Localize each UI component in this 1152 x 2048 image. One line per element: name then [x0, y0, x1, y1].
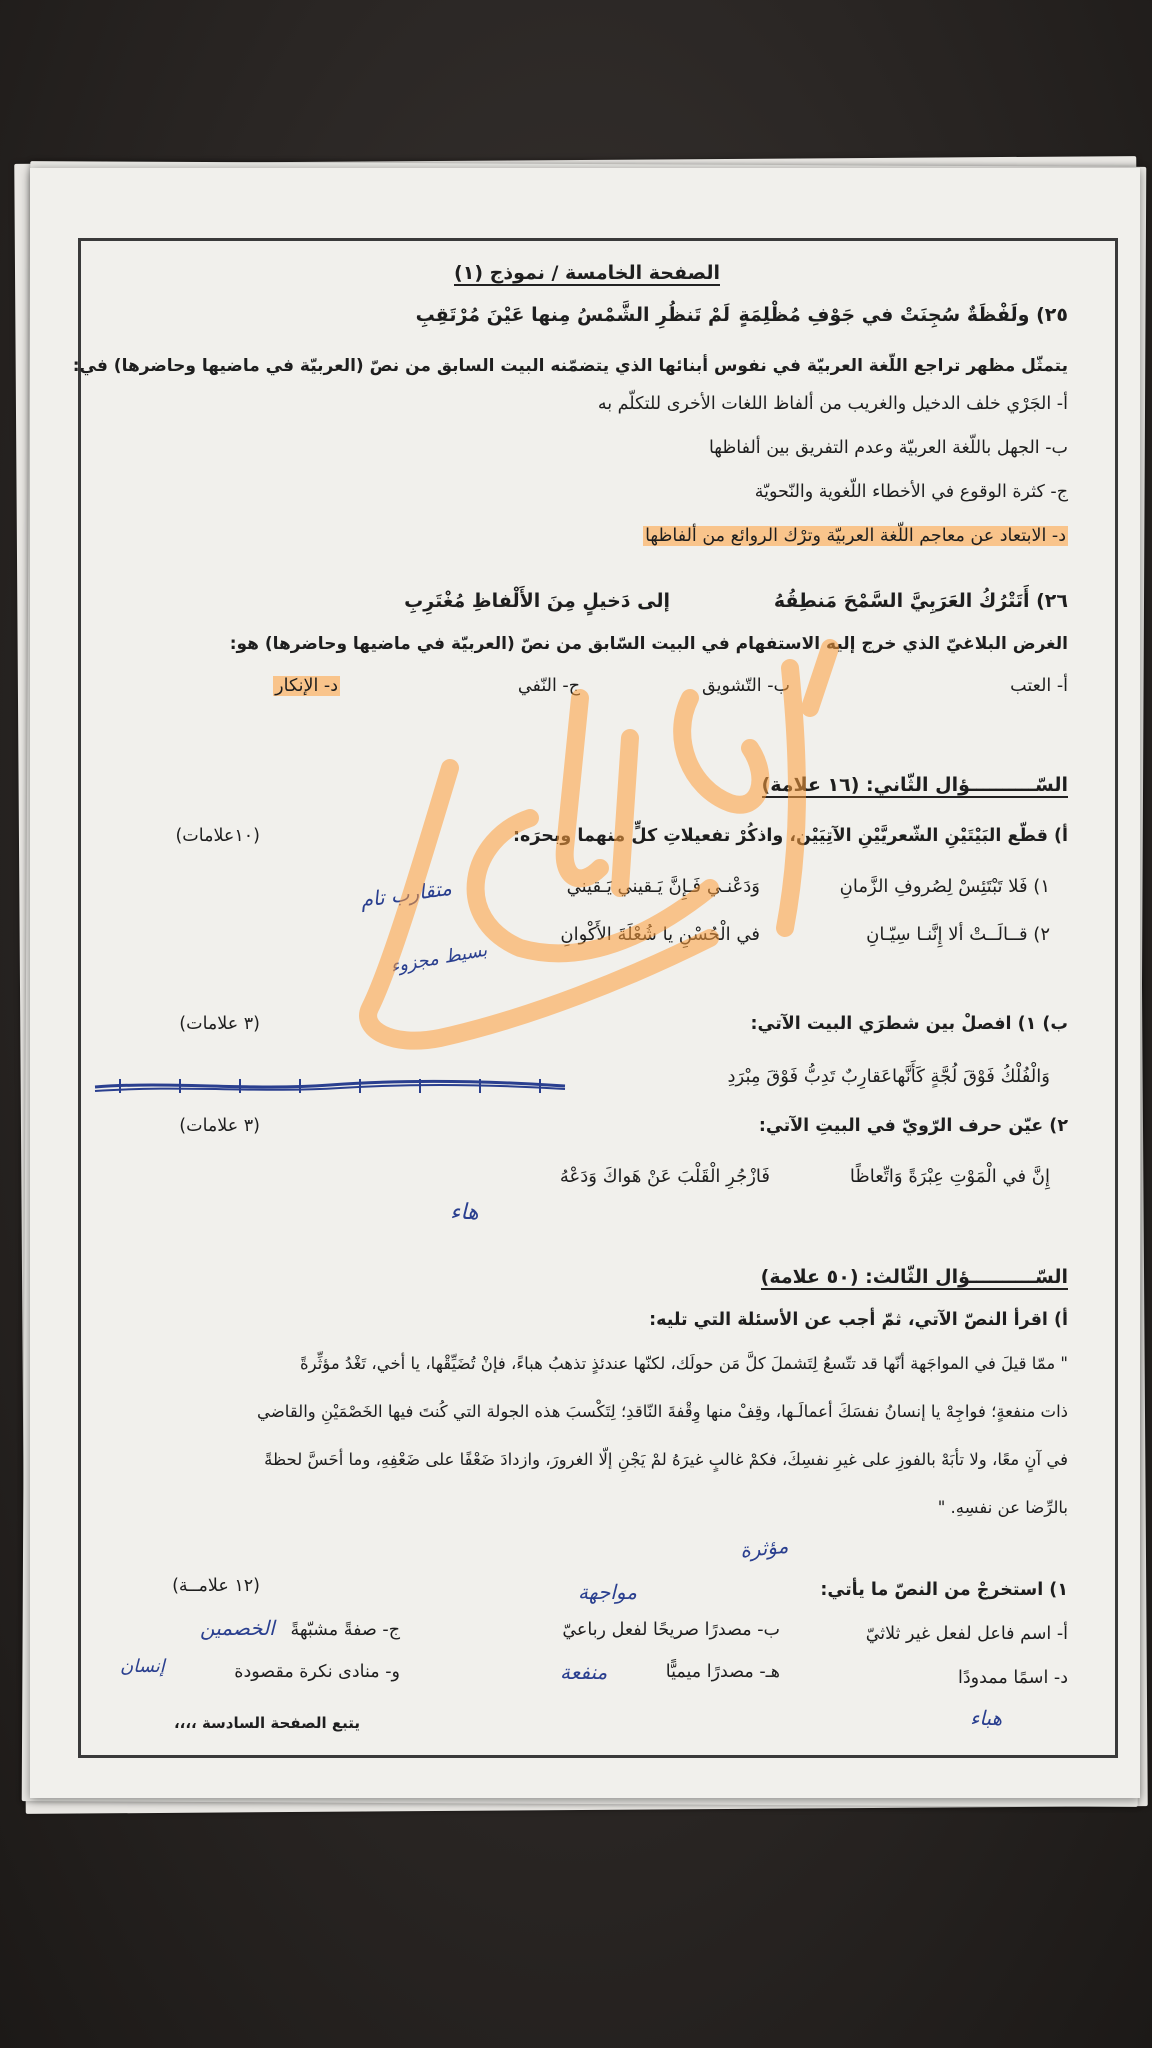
section3-title: السّــــــــــؤال الثّالث: (٥٠ علامة): [760, 1266, 1068, 1288]
section2-title: السّــــــــــؤال الثّاني: (١٦ علامة): [761, 774, 1068, 796]
handwritten-meter-2: بسيط مجزوء: [388, 939, 489, 978]
q26-option-a: أ- العتب: [1010, 676, 1068, 696]
extract-item-d: د- اسمًا ممدودًا: [958, 1668, 1068, 1688]
exam-page: [30, 168, 1140, 1798]
section2-a-title: أ) قطّع البَيْتَيْنِ الشّعريَّيْنِ الآتِيَيْن، واذكُرْ تفعيلاتِ كلٍّ منهما وبحرَه:: [513, 826, 1068, 846]
verse1-right: ١) فَلا تَبْتَئِسْ لِصُروفِ الزَّمانِ: [839, 876, 1050, 897]
section3-q1-marks: (١٢ علامــة): [172, 1576, 260, 1596]
q25-option-b: ب- الجهل باللّغة العربيّة وعدم التفريق بين ألفاظها: [708, 438, 1068, 458]
page-footer: يتبع الصفحة السادسة ،،،،: [173, 1714, 360, 1732]
q25-stem: يتمثّل مظهر تراجع اللّغة العربيّة في نفوس أبنائها الذي يتضمّنه البيت السابق من نصّ (العربيّة في ماضيها وحاضرها) في:: [72, 356, 1068, 376]
q26-option-b: ب- التّشويق: [702, 676, 790, 696]
section2-a-marks: (١٠علامات): [175, 826, 260, 846]
section3-a-title: أ) اقرأ النصّ الآتي، ثمّ أجب عن الأسئلة التي تليه:: [649, 1310, 1068, 1330]
passage-line-3: في آنٍ معًا، ولا تأبَهْ بالفوزِ على غيرِ نفسِكَ، فكمْ غالبٍ غيرَهُ لمْ يَجْنِ إلّا الغرورَ، وازدادَ ضَعْفًا على ضَعْفِهِ، وما أحَسَّ لحظةً: [264, 1450, 1068, 1469]
section2-b-verse: وَالْفُلْكُ فَوْقَ لُجَّةٍ كَأَنَّهاعَقارِبٌ تَدِبُّ فَوْقَ مِبْرَدِ: [727, 1066, 1050, 1087]
page-frame: [78, 238, 1118, 1758]
passage-line-1: " ممّا قيلَ في المواجَهة أنّها قد تتّسعُ لِتَشملَ كلَّ مَن حولَك، لكنّها عندئذٍ تذهبُ هباءً، فإنْ تُضَيِّقْها، يا أخي، تَغْدُ مؤثِّرةً: [299, 1354, 1068, 1373]
q25-verse-right: ٢٥) ولَفْظَةٌ سُجِنَتْ في جَوْفِ مُظْلِمَةٍ: [738, 304, 1068, 326]
handwritten-answer-h: منفعة: [560, 1660, 608, 1684]
verse2-right: ٢) قــالَــتْ ألا إِنَّنـا سِيّـانِ: [866, 924, 1050, 945]
handwritten-answer-b: مواجهة: [578, 1580, 637, 1604]
extract-item-c: ج- صفةً مشبّهةً: [290, 1620, 400, 1640]
handwritten-answer-a: مؤثرة: [738, 1533, 790, 1563]
handwritten-meter-1: متقارب تام: [358, 875, 454, 913]
section2-b-marks: (٣ علامات): [179, 1014, 260, 1034]
extract-item-b: ب- مصدرًا صريحًا لفعل رباعيّ: [562, 1620, 780, 1640]
handwritten-answer-c: الخصمين: [200, 1616, 275, 1640]
q26-option-c: ج- النّفي: [517, 676, 580, 696]
page-header: الصفحة الخامسة / نموذج (١): [454, 262, 720, 284]
q25-option-a: أ- الجَرْي خلف الدخيل والغريب من ألفاظ اللغات الأخرى للتكلّم به: [597, 394, 1068, 414]
b2-verse-left: فَازْجُرِ الْقَلْبَ عَنْ هَواكَ وَدَعْهُ: [559, 1166, 770, 1187]
handwritten-rawi: هاء: [450, 1200, 479, 1225]
q26-verse-left: إلى دَخيلٍ مِنَ الأَلْفاظِ مُغْتَرِبِ: [404, 590, 670, 612]
b2-verse-right: إِنَّ في الْمَوْتِ عِبْرَةً وَاتِّعاظًا: [849, 1166, 1050, 1187]
q26-stem: الغرض البلاغيّ الذي خرج إليه الاستفهام في البيت السّابق من نصّ (العربيّة في ماضيها وحاضرها) هو:: [229, 634, 1068, 654]
extract-item-h: هـ- مصدرًا ميميًّا: [665, 1662, 780, 1682]
passage-line-4: بالرِّضا عن نفسِهِ. ": [937, 1498, 1068, 1517]
extract-item-w: و- منادى نكرة مقصودة: [234, 1662, 400, 1682]
handwritten-answer-w: إنسان: [120, 1656, 165, 1677]
section2-b2-marks: (٣ علامات): [179, 1116, 260, 1136]
q25-option-c: ج- كثرة الوقوع في الأخطاء اللّغوية والنّحويّة: [754, 482, 1068, 502]
q25-option-d-selected: د- الابتعاد عن معاجم اللّغة العربيّة وترْك الروائع من ألفاظها: [645, 526, 1066, 546]
passage-line-2: ذات منفعةٍ؛ فواجِهْ يا إنسانُ نفسَكَ أعمالَـها، وقِفْ منها وِقْفةَ النّاقدِ؛ لِتَكْسبَ هذه الجولة التي كُنتَ فيها الخَصْمَيْنِ والقاضي: [257, 1402, 1068, 1421]
q26-option-d-selected: د- الإنكار: [275, 676, 338, 696]
handwritten-answer-d: هباء: [970, 1706, 1003, 1730]
q26-verse-right: ٢٦) أَتَتْرُكُ العَرَبِيَّ السَّمْحَ مَنطِقُهُ: [773, 590, 1068, 612]
verse1-left: وَدَعْنـي فَـإِنَّ يَـقيني يَـقيني: [566, 876, 760, 897]
q25-verse-left: لَمْ تَنظُرِ الشَّمْسُ مِنها عَيْنَ مُرْتَقِبِ: [415, 304, 730, 326]
verse2-left: في الْحُسْنِ يا شُعْلَةَ الأَكْوانِ: [560, 924, 760, 945]
section2-b2-title: ٢) عيّن حرف الرّويّ في البيتِ الآتي:: [758, 1116, 1068, 1136]
section2-b-title: ب) ١) افصلْ بين شطرَي البيت الآتي:: [750, 1014, 1068, 1034]
extract-item-a: أ- اسم فاعل لفعل غير ثلاثيّ: [865, 1624, 1068, 1644]
section3-q1-title: ١) استخرجْ من النصّ ما يأتي:: [820, 1580, 1068, 1600]
